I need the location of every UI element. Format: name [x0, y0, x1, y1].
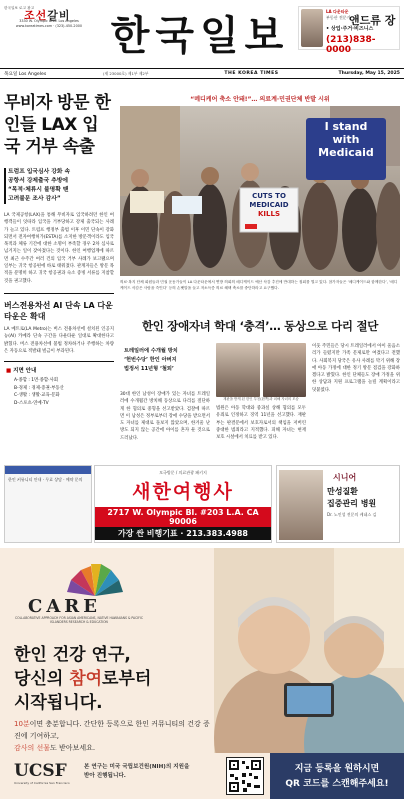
- travel-ad-phone: 가장 싼 비행기표 · 213.383.4988: [95, 527, 271, 540]
- abuse-body-col3: 이웃 주민들은 당시 트레일러에서 아이 울음소리가 들렸지만 가족 문제로만 여겼다고 전했다. 사회복지 당국은 유사 사례를 막기 위해 장애 아동 가정에 대한 정기 방문 점검을 강화하겠다고 밝혔다. 한인 단체들도 장애 가정을 위한 상담과 지원 프로그램을 늘릴 계획이라고 덧붙였다.: [312, 344, 400, 393]
- community-ad-text: 한인 커뮤니티 안내 · 무료 상담 · 예약 문의: [8, 477, 83, 482]
- qr-cta-line2: QR 코드를 스캔해주세요!: [285, 779, 389, 789]
- ad-strip: [0, 465, 404, 543]
- abuse-subhead: 트레일러에 수개월 방치: [124, 348, 178, 354]
- right-ad-phone: (213)838-0000: [326, 35, 376, 55]
- lead-subhead: 공항서 강제출국 추방에: [8, 178, 69, 184]
- care-p-text-2: 도 받아보세요.: [50, 744, 96, 752]
- qr-code-svg: [227, 758, 263, 794]
- care-tagline: COLLABORATIVE APPROACH FOR ASIAN AMERICANS, NATIVE HAWAIIANS & PACIFIC ISLANDERS RESEARCH & EDUCATION: [14, 616, 144, 625]
- travel-ad-top: 모국방문 / 의료관광 패키지: [159, 470, 207, 475]
- left-ad-logo-pre: 조선: [24, 9, 48, 22]
- elderly-couple-photo: [214, 548, 404, 753]
- abuse-subhead: 법정서 11년형 ‘철퇴’: [124, 366, 174, 372]
- care-h2-highlight: 참여: [69, 669, 103, 689]
- right-ad-services: • 상업·주거·비즈니스: [326, 26, 374, 32]
- photo-kicker[interactable]: “메디케어 축소 안돼!”… 의료계·민권단체 반발 시위: [190, 96, 330, 103]
- lead-subhead: 고려불문 조사 감사”: [8, 196, 61, 202]
- masthead-left-ad[interactable]: [4, 6, 94, 68]
- lead-subhead: “목적·체류시 불명확 땐: [8, 187, 69, 193]
- sign2-line: KILLS: [258, 210, 280, 218]
- portrait-row: [216, 343, 306, 397]
- sign2-line: CUTS TO: [252, 192, 286, 200]
- elderly-couple-svg: [214, 548, 404, 753]
- second-headline[interactable]: 버스전용차선 AI 단속 LA 다운타운은 확대: [4, 293, 114, 322]
- abuse-body-col2: 법원은 아동 학대와 중과실 상해 혐의를 모두 유죄로 인정하고 징역 11년을 선고했다. 재판부는 판결문에서 보호자로서의 책임을 저버린 중대한 범죄라고 지적했다. 피해 자녀는 현재 보호 시설에서 치료를 받고 있다.: [216, 406, 306, 441]
- qr-cta-line1: 지금 등록을 원하시면: [294, 764, 380, 774]
- right-ad-line2: 부동산 전문가: [326, 15, 351, 20]
- masthead: [0, 0, 404, 78]
- abuse-subheads: [124, 347, 204, 374]
- care-p-highlight-1: 10분: [14, 720, 30, 728]
- clinic-ad-doctor: Dr. 노인성 전문의 케네스 김: [327, 512, 377, 517]
- dateline-date: Thursday, May 15, 2025: [338, 71, 400, 76]
- masthead-right-ad[interactable]: [298, 6, 400, 55]
- sign1-line: I stand: [324, 120, 368, 133]
- dateline-location: 목요일 Los Angeles: [4, 71, 47, 77]
- travel-agency-ad[interactable]: [94, 465, 272, 543]
- sign-cuts: [240, 192, 298, 219]
- lead-body: LA 국제공항(LAX)을 통해 무비자로 입국하려던 한인 여행객들이 잇따라 입국을 거부당하고 강제 출국되는 사례가 늘고 있다. 트럼프 행정부 출범 이후 이민 단속이 강화되면서 전자여행허가(ESTA)를 소지한 방문객이라도 입국 목적과 체류 기간에 대한 소명이 부족할 경우 2차 심사로 넘겨지는 일이 잦아졌다는 것이다. 한인 여행업계에 따르면 최근 수주간 여러 건의 입국 거부 사례가 보고됐으며 일부는 귀국 항공편에 바로 태워졌다. 관계자들은 방문 목적을 분명히 하고 귀국 항공권과 숙소 증빙 서류를 지참할 것을 권고했다.: [4, 213, 114, 284]
- care-headline-3: 시작됩니다.: [14, 693, 103, 713]
- qr-cta[interactable]: [270, 753, 404, 799]
- section-index: [4, 361, 114, 407]
- index-item[interactable]: C-생활 : 생활·교육·문화: [14, 393, 60, 399]
- doctor-photo: [279, 470, 323, 540]
- agent-photo: [301, 9, 323, 47]
- care-headline-2: [14, 664, 151, 689]
- dateline-paper-name: THE KOREA TIMES: [224, 71, 279, 76]
- care-p-highlight-2: 감사의 선물: [14, 744, 51, 752]
- portrait-caption: 재판을 받게 된 한인 부친(왼쪽)과 피해 자녀의 모습: [223, 397, 299, 401]
- photo-caption: 의료·복지 단체 회원들과 민권 운동가들이 LA 다운타운에서 연방 의회의 메디케이드 예산 삭감 추진에 반대하는 집회를 열고 있다. 참가자들은 ‘메디케이드와 함께한다’, ‘메디케이드 삭감은 사람을 죽인다’ 등의 손팻말을 들고 저소득층 의료 혜택 축소를 중단하라고 요구했다.: [120, 280, 398, 290]
- qr-code-icon[interactable]: [226, 757, 264, 795]
- right-ad-name: 앤드류 장: [349, 14, 396, 27]
- index-item[interactable]: A-종합 : 1면·종합·사회: [14, 378, 59, 384]
- index-title: ■ 지면 안내: [6, 366, 114, 374]
- care-h2-pre: 당신의: [14, 669, 70, 689]
- care-p-text-1: 이면 충분합니다. 간단한 등록으로 한인 커뮤니티의 건강 증진에 기여하고,: [14, 720, 210, 740]
- left-ad-logo-post: 갈비: [47, 9, 71, 22]
- abuse-subhead: ‘헌번수당’ 한인 아버지: [124, 357, 177, 363]
- left-column: [4, 82, 114, 407]
- dateline-issue: (제 23000호) 제1부 제2부: [103, 70, 149, 76]
- clinic-ad[interactable]: [276, 465, 400, 543]
- care-brand: CARE: [28, 596, 101, 617]
- sign1-line: Medicaid: [318, 146, 374, 159]
- clinic-ad-line1: 시니어: [333, 473, 357, 482]
- right-ad-line1: LA 다운타운: [326, 9, 349, 14]
- lead-subhead: 트럼프 입국심사 강화 속: [8, 169, 71, 175]
- community-ad-bar: [5, 466, 91, 474]
- portrait-child[interactable]: [263, 343, 307, 397]
- care-footer: [0, 753, 404, 799]
- nih-note: 본 연구는 미국 국립보건원(NIH)의 지원을 받아 진행됩니다.: [84, 764, 190, 779]
- ucsf-subtitle: University of California San Francisco: [14, 781, 70, 785]
- left-ad-address: 3330 W. Olympic Blvd. Los Angeles: [19, 19, 79, 23]
- portrait-father[interactable]: [216, 343, 260, 397]
- travel-ad-name: 새한여행사: [132, 481, 234, 503]
- protest-photo[interactable]: [120, 106, 400, 276]
- care-study-ad[interactable]: [0, 548, 404, 799]
- left-ad-line: 한국일보 로고 광고: [4, 6, 35, 10]
- left-ad-web: www.koreatimes.com · (323)-450-2000: [15, 24, 83, 28]
- second-body: LA 메트로(LA Metro)는 버스 전용차선에 설치된 인공지능(AI) 카메라 단속 구간을 다운타운 일대로 확대한다고 밝혔다. 버스 전용차선에 불법 정차하거나 주행하는 차량은 자동으로 적발돼 벌금이 부과된다.: [4, 326, 114, 354]
- index-item[interactable]: D-스포츠·연예·TV: [14, 400, 49, 406]
- dateline: [0, 68, 404, 79]
- ucsf-logo: UCSF: [14, 761, 67, 781]
- newspaper-title[interactable]: 한국일보: [110, 13, 290, 59]
- clinic-ad-line2: 만성질환: [327, 487, 358, 496]
- travel-ad-address: 2717 W. Olympic Bl. #203 L.A. CA 90006: [95, 507, 271, 527]
- care-paragraph: [14, 718, 214, 754]
- clinic-ad-line3: 집중관리 병원: [327, 499, 377, 508]
- care-logo-icon: [40, 560, 150, 600]
- abuse-headline[interactable]: 한인 장애자녀 학대 ‘충격’… 동상으로 다리 절단: [141, 319, 379, 333]
- abuse-body-col1: 30대 한인 남성이 장애가 있는 자녀를 트레일러에 수개월간 방치해 동상으로 다리를 절단하게 한 혐의로 중형을 선고받았다. 검찰에 따르면 이 남성은 정부로부터 장애 수당을 받으면서도 자녀를 제대로 돌보지 않았으며, 한겨울 난방도 되지 않는 공간에 아이를 혼자 둔 것으로 드러났다.: [120, 392, 210, 441]
- right-column: [120, 82, 400, 441]
- care-h2-post: 로부터: [102, 669, 152, 689]
- sign2-line: MEDICAID: [249, 201, 289, 209]
- lead-headline[interactable]: 무비자 방문 한인들 LAX 입국 거부 속출: [4, 93, 111, 157]
- sign-medicaid: [306, 120, 386, 159]
- care-headline-1: 한인 건강 연구,: [14, 645, 131, 665]
- community-ad[interactable]: [4, 465, 92, 543]
- sign1-line: with: [332, 133, 360, 146]
- index-item[interactable]: B-경제 : 경제·증권·부동산: [14, 385, 64, 391]
- lead-subheads: [4, 168, 114, 204]
